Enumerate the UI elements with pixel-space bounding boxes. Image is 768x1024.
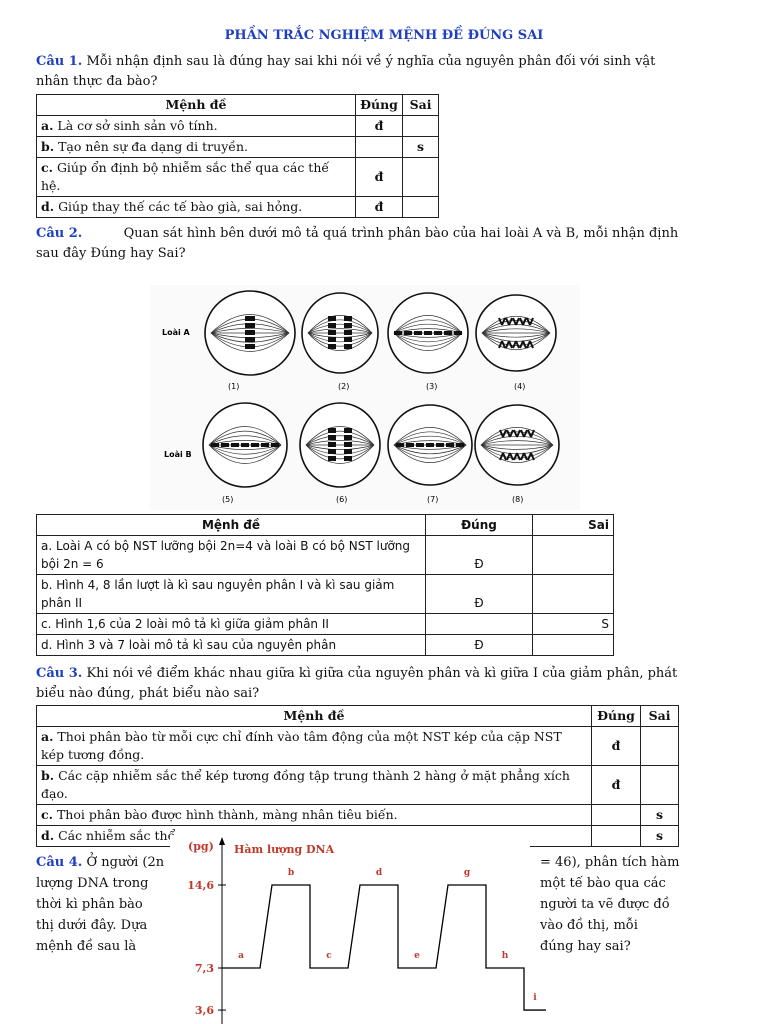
y-tick-label-0: 14,6 (187, 879, 214, 892)
table-row (37, 727, 679, 766)
q3-row-b-false (641, 766, 679, 805)
q2-header-true: Đúng (426, 515, 533, 536)
table-row (37, 536, 614, 575)
table-row (37, 116, 439, 137)
question-1-label: Câu 1. (36, 54, 83, 69)
question-3-label: Câu 3. (36, 666, 83, 681)
q2-row-a-statement: a. Loài A có bộ NST lưỡng bội 2n=4 và loài B có bộ NST lưỡng bội 2n = 6 (37, 536, 426, 575)
figure-label-7: (7) (427, 495, 439, 504)
q1-row-d-false (403, 197, 439, 218)
q3-row-d-false: s (641, 826, 679, 847)
q4-right-line-5: đúng hay sai? (540, 939, 631, 954)
q2-header-statement: Mệnh đề (37, 515, 426, 536)
q1-row-b-false: s (403, 137, 439, 158)
question-4-right (540, 852, 690, 957)
question-2-label: Câu 2. (36, 226, 83, 241)
question-2-text: Quan sát hình bên dưới mô tả quá trình phân bào của hai loài A và B, mỗi nhận định sau đây Đúng hay Sai? (36, 226, 683, 261)
q4-right-line-4: vào đồ thị, mỗi (540, 918, 638, 933)
point-label-g: g (463, 868, 471, 878)
table-row (37, 575, 614, 614)
point-label-h: h (501, 951, 509, 961)
q1-row-c-true: đ (356, 158, 403, 197)
q1-row-c-statement: c. Giúp ổn định bộ nhiễm sắc thể qua các thế hệ. (37, 158, 356, 197)
q1-header-false: Sai (403, 95, 439, 116)
q2-header-false: Sai (533, 515, 614, 536)
q2-row-c-statement: c. Hình 1,6 của 2 loài mô tả kì giữa giảm phân II (37, 614, 426, 635)
question-1 (36, 52, 686, 92)
q1-row-d-true: đ (356, 197, 403, 218)
q3-row-d-true (592, 826, 641, 847)
q3-row-a-statement: a. Thoi phân bào từ mỗi cực chỉ đính vào tâm động của một NST kép của cặp NST kép tương đồng. (37, 727, 592, 766)
figure-label-8: (8) (512, 495, 524, 504)
q2-row-d-false (533, 635, 614, 656)
figure-label-4: (4) (514, 382, 526, 391)
cell-6 (300, 403, 380, 487)
q3-header-true: Đúng (592, 706, 641, 727)
q3-row-a-true: đ (592, 727, 641, 766)
q1-row-a-true: đ (356, 116, 403, 137)
figure-label-6: (6) (336, 495, 348, 504)
chart-y-axis-arrow (219, 837, 225, 845)
cell-1 (205, 291, 295, 375)
q3-row-c-false: s (641, 805, 679, 826)
q4-right-line-2: một tế bào qua các (540, 876, 666, 891)
q1-table (36, 94, 439, 218)
q2-row-d-true: Đ (426, 635, 533, 656)
q1-row-c-false (403, 158, 439, 197)
q1-row-d-statement: d. Giúp thay thế các tế bào già, sai hỏng. (37, 197, 356, 218)
dna-line (222, 885, 546, 1010)
point-label-d: d (375, 868, 383, 878)
page-title: PHẦN TRẮC NGHIỆM MỆNH ĐỀ ĐÚNG SAI (224, 28, 544, 43)
q4-left-line-4: thị dưới đây. Dựa (36, 918, 148, 933)
q4-left-line-3: thời kì phân bào (36, 897, 143, 912)
question-1-text: Mỗi nhận định sau là đúng hay sai khi nói về ý nghĩa của nguyên phân đối với sinh vật nhân thực đa bào? (36, 54, 656, 89)
y-tick-label-2: 3,6 (194, 1004, 214, 1018)
q2-table (36, 514, 614, 656)
y-tick-label-1: 7,3 (194, 962, 214, 975)
chart-series (222, 868, 546, 1010)
cell-8 (475, 405, 559, 485)
q4-left-line-1: Ở người (2n (82, 855, 165, 870)
q3-table (36, 705, 679, 847)
q3-header-statement: Mệnh đề (37, 706, 592, 727)
q1-header-statement: Mệnh đề (37, 95, 356, 116)
question-4-left (36, 852, 176, 957)
q2-row-d-statement: d. Hình 3 và 7 loài mô tả kì sau của nguyên phân (37, 635, 426, 656)
cell-5 (203, 403, 287, 487)
species-b-label: Loài B (164, 450, 192, 459)
cell-2 (302, 293, 378, 373)
q1-row-b-true (356, 137, 403, 158)
q3-row-c-statement: c. Thoi phân bào được hình thành, màng nhân tiêu biến. (37, 805, 592, 826)
q2-row-a-false (533, 536, 614, 575)
q1-row-a-false (403, 116, 439, 137)
chart-y-unit: (pg) (188, 840, 214, 853)
point-label-c: c (326, 951, 332, 961)
q2-row-a-true: Đ (426, 536, 533, 575)
q4-left-line-5: mệnh đề sau là (36, 939, 137, 954)
cell-4 (476, 295, 556, 371)
table-row (37, 805, 679, 826)
q2-row-b-statement: b. Hình 4, 8 lần lượt là kì sau nguyên phân I và kì sau giảm phân II (37, 575, 426, 614)
q3-header-false: Sai (641, 706, 679, 727)
figure-label-3: (3) (426, 382, 438, 391)
q1-row-a-statement: a. Là cơ sở sinh sản vô tính. (37, 116, 356, 137)
q4-right-line-3: người ta vẽ được đồ (540, 897, 670, 912)
question-4-label: Câu 4. (36, 855, 83, 870)
q3-row-d-statement: d. Các nhiễm sắc thể (37, 826, 592, 847)
figure-label-1: (1) (228, 382, 240, 391)
point-label-e: e (414, 951, 420, 961)
q2-row-c-false: S (533, 614, 614, 635)
q3-row-b-statement: b. Các cặp nhiễm sắc thể kép tương đồng tập trung thành 2 hàng ở mặt phẳng xích đạo. (37, 766, 592, 805)
q1-header-true: Đúng (356, 95, 403, 116)
table-row (37, 635, 614, 656)
cell-7 (388, 405, 472, 485)
table-row (37, 766, 679, 805)
figure-label-5: (5) (222, 495, 234, 504)
q3-row-b-true: đ (592, 766, 641, 805)
cell-division-figure (150, 285, 580, 510)
question-2 (36, 224, 686, 264)
table-row (37, 158, 439, 197)
chart-y-ticks (187, 879, 226, 1017)
point-label-b: b (287, 868, 295, 878)
q4-right-line-1: = 46), phân tích hàm (540, 855, 680, 870)
q3-row-c-true (592, 805, 641, 826)
point-label-a: a (238, 951, 244, 961)
question-3-text: Khi nói về điểm khác nhau giữa kì giữa của nguyên phân và kì giữa I của giảm phân, phát biểu nào đúng, phát biểu nào sai? (36, 666, 678, 701)
q2-row-b-false (533, 575, 614, 614)
dna-content-chart (170, 835, 537, 1024)
q2-row-c-true (426, 614, 533, 635)
question-3 (36, 664, 686, 704)
q3-row-a-false (641, 727, 679, 766)
q1-row-b-statement: b. Tạo nên sự đa dạng di truyền. (37, 137, 356, 158)
table-row (37, 614, 614, 635)
point-label-i: i (533, 993, 537, 1004)
table-row (37, 197, 439, 218)
chart-title: Hàm lượng DNA (234, 843, 335, 856)
table-row (37, 137, 439, 158)
q4-left-line-2: lượng DNA trong (36, 876, 149, 891)
q2-row-b-true: Đ (426, 575, 533, 614)
figure-label-2: (2) (338, 382, 350, 391)
species-a-label: Loài A (162, 328, 190, 337)
cell-3 (388, 293, 468, 373)
